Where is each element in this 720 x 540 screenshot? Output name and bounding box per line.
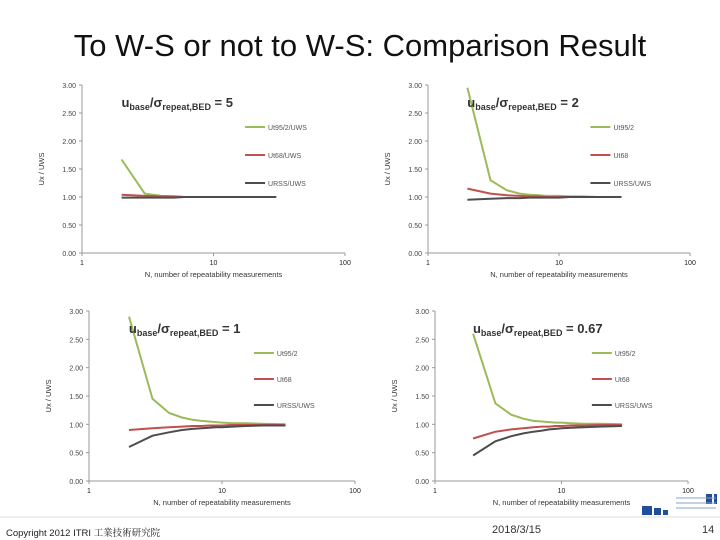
chart-2-legend-label-ut95: Ut95/2: [276, 351, 298, 358]
chart-2-x-tick-label: 100: [349, 488, 361, 495]
chart-0-y-tick-label: 0.00: [62, 251, 76, 258]
chart-1-ratio-title-part: u: [467, 95, 476, 110]
chart-0-legend-label-ut68: Ut68/UWS: [268, 153, 302, 160]
chart-2-ratio-title-part: /σ: [157, 321, 170, 336]
slide-title: To W-S or not to W-S: Comparison Result: [73, 28, 647, 63]
chart-3-ratio-title-part: repeat,BED: [513, 328, 563, 338]
chart-1-y-tick-label: 2.50: [408, 111, 422, 118]
chart-2-y-tick-label: 1.50: [69, 394, 83, 401]
chart-2-x-tick-label: 10: [218, 488, 226, 495]
chart-0-y-axis-label: Ux / UWS: [37, 152, 46, 186]
chart-2-y-axis-label: Ux / UWS: [44, 379, 53, 413]
chart-0-y-tick-label: 1.00: [62, 195, 76, 202]
chart-1-y-tick-label: 3.00: [408, 83, 422, 90]
chart-3-ratio-title-part: /σ: [501, 321, 514, 336]
chart-0-y-tick-label: 1.50: [62, 167, 76, 174]
chart-2-ratio-title-part: = 1: [218, 321, 241, 336]
chart-2-y-tick-label: 1.00: [69, 422, 83, 430]
chart-3-y-tick-label: 0.50: [415, 450, 429, 458]
chart-0-x-tick-label: 1: [80, 260, 84, 267]
chart-3-ratio-title: [473, 321, 603, 338]
chart-2-y-tick-label: 2.50: [69, 337, 83, 345]
chart-3-ratio-title-part: = 0.67: [562, 321, 603, 336]
chart-3-y-tick-label: 2.50: [415, 337, 429, 345]
chart-1-y-tick-label: 1.50: [408, 167, 422, 174]
chart-3-ratio-title-part: base: [480, 328, 502, 338]
chart-1-legend-label-urss: URSS/UWS: [613, 181, 652, 188]
itri-logo-icon: [640, 494, 720, 518]
chart-0-y-tick-label: 3.00: [62, 83, 76, 90]
chart-0-y-tick-label: 2.00: [62, 139, 76, 146]
chart-0-x-tick-label: 10: [209, 260, 218, 267]
chart-3-ratio-title-part: u: [472, 321, 481, 336]
chart-2-x-axis-label: N, number of repeatability measurements: [153, 498, 291, 507]
chart-1-x-tick-label: 1: [426, 260, 430, 267]
chart-2-ratio-title-part: u: [128, 321, 137, 336]
chart-0-legend-label-ut95: Ut95/2/UWS: [268, 125, 307, 132]
chart-0-ratio-title-part: repeat,BED: [162, 102, 211, 112]
chart-0-x-axis-label: N, number of repeatability measurements: [144, 270, 283, 279]
chart-1-y-tick-label: 1.00: [408, 195, 422, 202]
chart-1-ratio-title-part: repeat,BED: [508, 102, 557, 112]
chart-0-ratio-title-part: = 5: [210, 95, 233, 110]
chart-3-legend-label-urss: URSS/UWS: [614, 403, 653, 410]
chart-3-series-urss-line: [473, 426, 622, 456]
chart-0-y-tick-label: 0.50: [62, 223, 76, 230]
chart-1-ratio-title-part: base: [475, 102, 496, 112]
chart-0-ratio-title-part: /σ: [149, 95, 163, 110]
chart-3-x-axis-label: N, number of repeatability measurements: [492, 498, 631, 507]
chart-1-y-tick-label: 2.00: [408, 139, 422, 146]
chart-1-x-tick-label: 10: [555, 260, 563, 267]
chart-2-y-tick-label: 0.00: [69, 479, 83, 486]
chart-0-ratio-title-part: u: [121, 95, 130, 110]
chart-3-y-tick-label: 0.00: [415, 479, 429, 486]
chart-1-legend-label-ut95: Ut95/2: [613, 125, 635, 132]
chart-2-ratio-title-part: base: [136, 328, 158, 338]
chart-0-y-tick-label: 2.50: [62, 111, 76, 118]
chart-3-x-tick-label: 1: [433, 488, 437, 495]
chart-3-y-tick-label: 1.50: [415, 394, 429, 401]
chart-3-y-axis-label: Ux / UWS: [390, 379, 399, 413]
page-number: 14: [702, 524, 715, 536]
chart-3-legend-label-ut68: Ut68: [614, 377, 630, 384]
chart-3-y-tick-label: 3.00: [415, 309, 429, 316]
chart-1-x-axis-label: N, number of repeatability measurements: [490, 270, 628, 279]
chart-1-legend-label-ut68: Ut68: [613, 153, 629, 160]
chart-3-legend-label-ut95: Ut95/2: [614, 351, 636, 358]
footer-date: 2018/3/15: [492, 524, 541, 536]
footer-copyright: Copyright 2012 ITRI 工業技術研究院: [6, 528, 161, 539]
chart-1-y-axis-label: Ux / UWS: [383, 152, 392, 186]
chart-1-ratio-title-part: = 2: [556, 95, 579, 110]
chart-3-x-tick-label: 10: [557, 488, 566, 495]
chart-2-ratio-title-part: repeat,BED: [169, 328, 219, 338]
chart-0-ratio-title-part: base: [129, 102, 150, 112]
chart-1-ratio-title-part: /σ: [495, 95, 509, 110]
chart-3-y-tick-label: 1.00: [415, 422, 429, 430]
chart-1-x-tick-label: 100: [684, 260, 696, 267]
chart-2-y-tick-label: 3.00: [69, 309, 83, 316]
chart-1-y-tick-label: 0.00: [408, 251, 422, 258]
chart-2-x-tick-label: 1: [87, 488, 91, 495]
chart-2-legend-label-ut68: Ut68: [276, 377, 292, 384]
chart-2-legend-label-urss: URSS/UWS: [276, 403, 315, 410]
chart-1-y-tick-label: 0.50: [408, 223, 422, 230]
chart-0-legend-label-urss: URSS/UWS: [268, 181, 306, 188]
chart-2-y-tick-label: 2.00: [69, 365, 83, 373]
chart-3-y-tick-label: 2.00: [415, 365, 429, 373]
chart-2-y-tick-label: 0.50: [69, 450, 83, 458]
chart-3-x-tick-label: 100: [682, 488, 694, 495]
chart-0-x-tick-label: 100: [339, 260, 351, 267]
